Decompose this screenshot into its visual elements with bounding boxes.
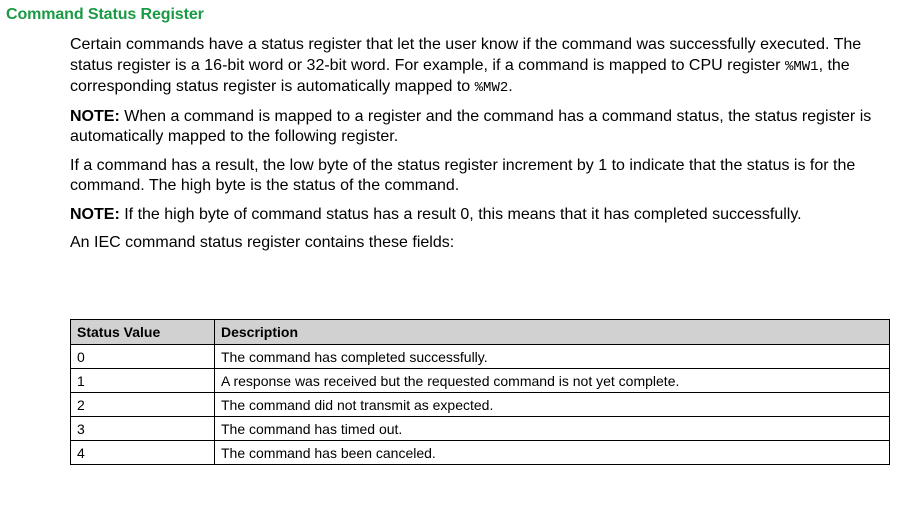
note-mapping	[70, 107, 895, 148]
register-code-mw1: %MW1	[784, 58, 819, 75]
column-header-status-value: Status Value	[71, 320, 215, 345]
table-row	[71, 441, 890, 465]
description-cell: The command has timed out.	[215, 417, 890, 441]
paragraph-intro	[70, 35, 895, 99]
status-value-cell: 4	[71, 441, 215, 465]
description-cell: The command has been canceled.	[215, 441, 890, 465]
note-mapping-text: When a command is mapped to a register and the command has a command status, the status register is automatically mapped to the following register.	[70, 107, 872, 145]
table-row	[71, 345, 890, 369]
paragraph-result: If a command has a result, the low byte of the status register increment by 1 to indicate that the status is for the command. The high byte is the status of the command.	[70, 156, 856, 194]
register-code-mw2: %MW2	[474, 80, 509, 96]
note-label: NOTE:	[70, 205, 120, 223]
description-cell: The command has completed successfully.	[215, 345, 890, 369]
section-heading: Command Status Register	[6, 6, 204, 23]
column-header-description: Description	[215, 320, 890, 345]
paragraph-intro-text-b: , the corresponding status register is automatically mapped to	[70, 56, 850, 95]
description-cell: A response was received but the requested command is not yet complete.	[215, 369, 890, 393]
note-high-byte-text: If the high byte of command status has a result 0, this means that it has completed successfully.	[119, 205, 802, 223]
table-row	[71, 417, 890, 441]
status-value-cell: 1	[71, 369, 215, 393]
section-body	[70, 35, 895, 262]
paragraph-intro-text-c: .	[508, 78, 513, 95]
status-value-cell: 3	[71, 417, 215, 441]
paragraph-intro-text-a: Certain commands have a status register that let the user know if the command was successfully executed. The status register is a 16-bit word or 32-bit word. For example, if a command is mapped to CPU register	[70, 36, 862, 74]
table-row	[71, 393, 890, 417]
paragraph-fields-intro: An IEC command status register contains these fields:	[70, 234, 455, 251]
table-header-row	[71, 320, 890, 345]
status-value-cell: 0	[71, 345, 215, 369]
description-cell: The command did not transmit as expected.	[215, 393, 890, 417]
table-row	[71, 369, 890, 393]
note-label: NOTE:	[70, 107, 120, 125]
note-high-byte	[70, 205, 895, 226]
status-value-cell: 2	[71, 393, 215, 417]
status-value-table	[70, 319, 890, 465]
